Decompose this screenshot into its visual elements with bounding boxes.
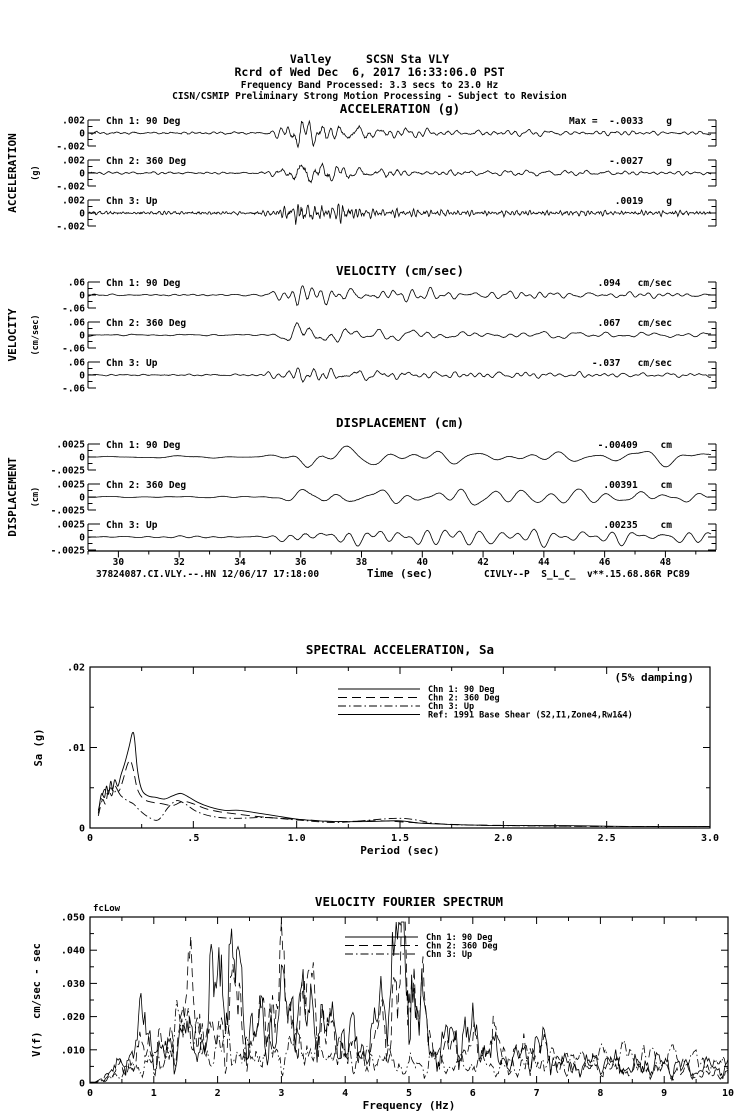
- time-tick-label: 40: [416, 557, 429, 568]
- fourier-x-tick-label: 7: [533, 1088, 540, 1099]
- scale-tick-label: -.0025: [50, 545, 85, 557]
- fourier-x-tick-label: 0: [86, 1088, 94, 1099]
- scale-tick-label: -.0025: [50, 505, 85, 517]
- displacement-title: DISPLACEMENT (cm): [336, 415, 464, 430]
- scale-tick-label: -.06: [62, 303, 85, 315]
- peak-value-label: -.0027 g: [609, 156, 672, 167]
- channel-label: Chn 3: Up: [106, 520, 158, 531]
- scale-tick-label: 0: [79, 330, 85, 342]
- time-tick-label: 42: [477, 557, 489, 568]
- frequency-band-note: Frequency Band Processed: 3.3 secs to 23.0 Hz: [240, 80, 499, 91]
- peak-value-label: Max = -.0033 g: [569, 116, 672, 127]
- filter-corner-note: fcLow: [93, 904, 121, 914]
- sa-x-tick-label: 1.0: [287, 833, 306, 844]
- fourier-y-tick-label: .030: [60, 978, 85, 990]
- acceleration-axis-label: ACCELERATION: [6, 133, 19, 213]
- fourier-x-tick-label: 5: [405, 1088, 413, 1099]
- velocity-axis-unit: (cm/sec): [31, 314, 41, 356]
- displacement-axis-unit: (cm): [31, 486, 41, 508]
- velocity-trace-chn3: [88, 368, 711, 382]
- time-tick-label: 36: [295, 557, 307, 568]
- scale-tick-label: .06: [67, 317, 85, 329]
- channel-label: Chn 2: 360 Deg: [106, 156, 187, 167]
- amplitude-axis-bracket-right: [708, 524, 716, 550]
- amplitude-axis-bracket-right: [708, 322, 716, 348]
- amplitude-axis-bracket-left: [88, 200, 100, 226]
- fourier-y-axis-title: V(f) cm/sec - sec: [31, 943, 43, 1057]
- sa-x-tick-label: 0: [86, 833, 94, 844]
- amplitude-axis-bracket-right: [708, 362, 716, 388]
- station-title: Valley SCSN Sta VLY: [289, 52, 450, 66]
- fourier-y-tick-label: .050: [60, 912, 85, 924]
- peak-value-label: .0019 g: [614, 196, 672, 207]
- sa-y-tick-label: .01: [66, 743, 85, 754]
- time-tick-label: 34: [234, 557, 246, 568]
- time-axis-title: Time (sec): [366, 567, 434, 580]
- time-series-plot: [0, 100, 739, 585]
- sa-plot-frame: [90, 667, 710, 828]
- sa-y-axis-title: Sa (g): [33, 728, 45, 767]
- velocity-axis-label: VELOCITY: [6, 308, 19, 362]
- acceleration-title: ACCELERATION (g): [339, 101, 461, 116]
- time-tick-label: 48: [659, 557, 672, 568]
- fourier-x-tick-label: 6: [469, 1088, 476, 1099]
- fourier-x-tick-label: 2: [214, 1088, 221, 1099]
- scale-tick-label: .0025: [56, 439, 85, 451]
- peak-value-label: .067 cm/sec: [597, 318, 672, 329]
- displacement-axis-label: DISPLACEMENT: [6, 457, 19, 537]
- scale-tick-label: 0: [79, 370, 85, 382]
- scale-tick-label: .002: [62, 115, 85, 127]
- time-tick-label: 30: [112, 557, 125, 568]
- sa-series-chn2: [98, 760, 710, 826]
- fourier-x-tick-label: 1: [150, 1088, 157, 1099]
- sa-y-tick-label: 0: [78, 823, 85, 835]
- sa-x-tick-label: 2.5: [597, 833, 616, 844]
- scale-tick-label: 0: [79, 128, 85, 140]
- scale-tick-label: 0: [79, 492, 85, 504]
- channel-label: Chn 1: 90 Deg: [106, 116, 181, 127]
- sa-series-group: [98, 732, 710, 826]
- time-tick-label: 44: [538, 557, 550, 568]
- channel-label: Chn 2: 360 Deg: [106, 480, 187, 491]
- fourier-x-tick-label: 3: [278, 1088, 285, 1099]
- fourier-series-group: [90, 922, 728, 1082]
- acceleration-trace-chn3: [88, 204, 711, 225]
- sa-y-tick-label: .02: [66, 662, 85, 674]
- sa-x-tick-label: 2.0: [494, 833, 513, 844]
- scale-tick-label: -.002: [56, 181, 85, 193]
- record-id-footer: 37824087.CI.VLY.--.HN 12/06/17 17:18:00: [96, 569, 320, 580]
- channel-label: Chn 1: 90 Deg: [106, 440, 181, 451]
- channel-label: Chn 3: Up: [106, 358, 158, 369]
- record-timestamp: Rcrd of Wed Dec 6, 2017 16:33:06.0 PST: [234, 65, 505, 79]
- fourier-x-tick-label: 10: [721, 1088, 735, 1099]
- scale-tick-label: .002: [62, 195, 85, 207]
- scale-tick-label: 0: [79, 208, 85, 220]
- legend-label: Chn 3: Up: [426, 950, 473, 960]
- fourier-x-tick-label: 8: [597, 1088, 604, 1099]
- fourier-y-tick-label: .040: [60, 945, 85, 957]
- legend-label: Chn 2: 360 Deg: [426, 941, 498, 952]
- fourier-y-tick-label: .010: [60, 1045, 85, 1057]
- peak-value-label: .094 cm/sec: [597, 278, 672, 289]
- channel-label: Chn 2: 360 Deg: [106, 318, 187, 329]
- sa-title: SPECTRAL ACCELERATION, Sa: [305, 642, 495, 657]
- amplitude-axis-bracket-right: [708, 120, 716, 146]
- sa-x-tick-label: .5: [187, 833, 200, 844]
- time-tick-label: 38: [355, 557, 368, 568]
- scale-tick-label: 0: [79, 290, 85, 302]
- scale-tick-label: .06: [67, 277, 85, 289]
- scale-tick-label: .06: [67, 357, 85, 369]
- peak-value-label: -.00409 cm: [597, 440, 672, 451]
- fourier-title: VELOCITY FOURIER SPECTRUM: [314, 894, 504, 909]
- fourier-series-chn2: [90, 922, 728, 1082]
- displacement-trace-chn3: [88, 529, 711, 547]
- scale-tick-label: .0025: [56, 519, 85, 531]
- channel-label: Chn 3: Up: [106, 196, 158, 207]
- sa-x-tick-label: 3.0: [700, 833, 720, 844]
- scale-tick-label: .002: [62, 155, 85, 167]
- scale-tick-label: .0025: [56, 479, 85, 491]
- scale-tick-label: -.002: [56, 221, 85, 233]
- legend-label: Chn 2: 360 Deg: [428, 693, 500, 704]
- scale-tick-label: 0: [79, 532, 85, 544]
- scale-tick-label: -.002: [56, 141, 85, 153]
- fourier-x-tick-label: 4: [342, 1088, 349, 1099]
- spectral-acceleration-plot: [0, 640, 739, 875]
- acceleration-axis-unit: (g): [31, 165, 41, 181]
- processing-id-footer: CIVLY--P S_L_C_ v**.15.68.86R PC89: [484, 569, 690, 580]
- sa-x-axis-title: Period (sec): [360, 844, 440, 857]
- velocity-fourier-spectrum-plot: [0, 885, 739, 1115]
- damping-note: (5% damping): [614, 671, 694, 684]
- fourier-y-tick-label: 0: [78, 1078, 85, 1090]
- fourier-y-tick-label: .020: [60, 1012, 85, 1024]
- displacement-trace-chn2: [88, 489, 711, 505]
- channel-label: Chn 1: 90 Deg: [106, 278, 181, 289]
- scale-tick-label: 0: [79, 168, 85, 180]
- peak-value-label: -.037 cm/sec: [591, 358, 672, 369]
- time-tick-label: 32: [173, 557, 185, 568]
- peak-value-label: .00235 cm: [603, 520, 672, 531]
- legend-label: Chn 1: 90 Deg: [426, 933, 493, 943]
- fourier-x-axis-title: Frequency (Hz): [362, 1099, 456, 1112]
- scale-tick-label: -.0025: [50, 465, 85, 477]
- amplitude-axis-bracket-right: [708, 444, 716, 470]
- scale-tick-label: 0: [79, 452, 85, 464]
- legend-label: Chn 3: Up: [428, 702, 475, 712]
- legend-label: Ref: 1991 Base Shear (S2,I1,Zone4,Rw1&4): [428, 710, 633, 721]
- scale-tick-label: -.06: [62, 383, 85, 395]
- peak-value-label: .00391 cm: [603, 480, 672, 491]
- scale-tick-label: -.06: [62, 343, 85, 355]
- sa-x-tick-label: 1.5: [390, 833, 410, 844]
- time-tick-label: 46: [598, 557, 611, 568]
- sa-series-chn1: [98, 732, 710, 826]
- velocity-title: VELOCITY (cm/sec): [336, 263, 464, 278]
- fourier-x-tick-label: 9: [661, 1088, 668, 1099]
- legend-label: Chn 1: 90 Deg: [428, 685, 495, 695]
- disclaimer-note: CISN/CSMIP Preliminary Strong Motion Processing - Subject to Revision: [172, 91, 567, 102]
